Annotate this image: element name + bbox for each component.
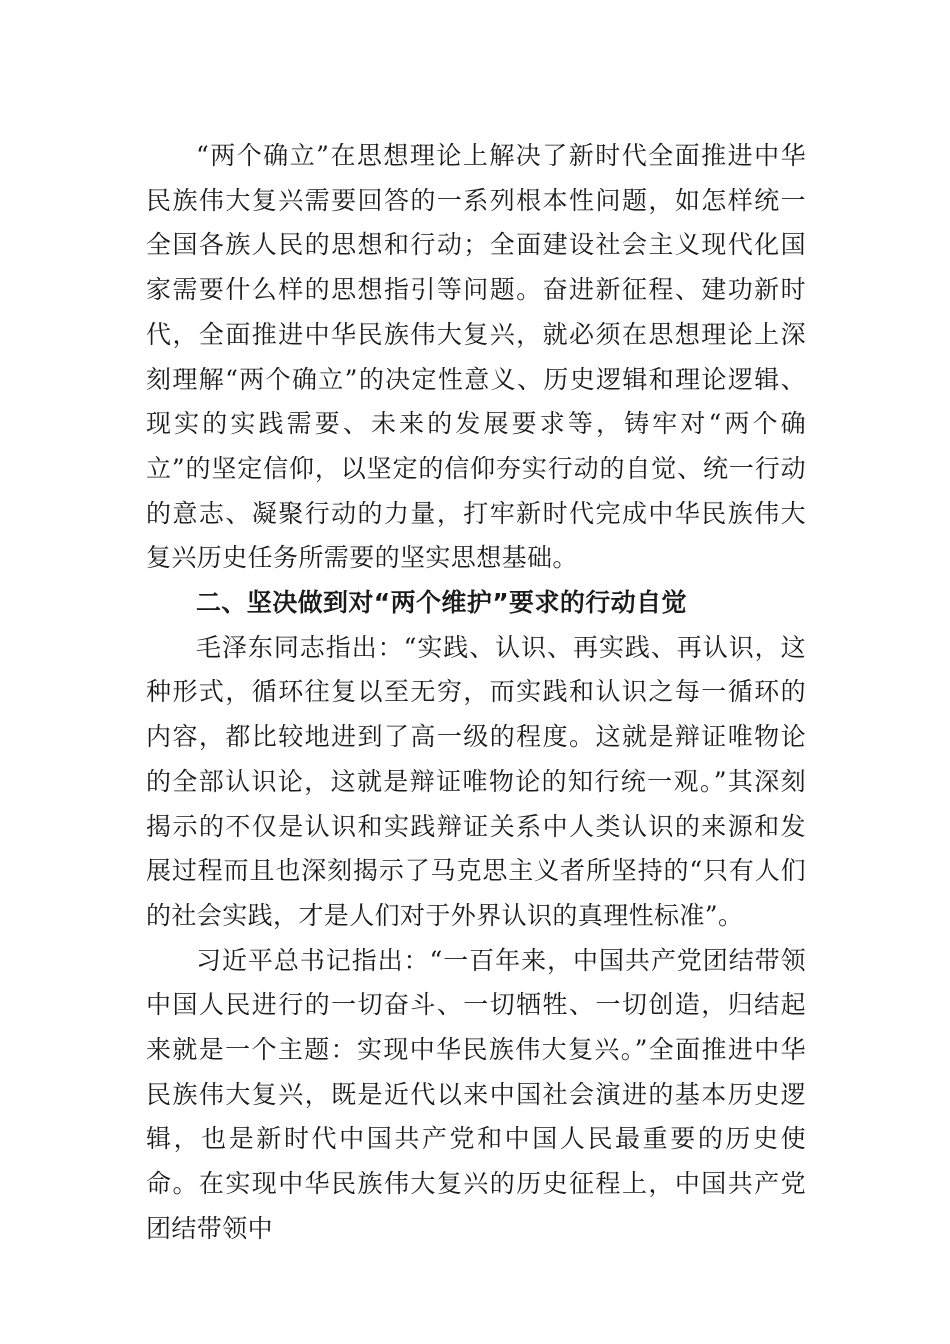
paragraph-two-establishments: “两个确立”在思想理论上解决了新时代全面推进中华民族伟大复兴需要回答的一系列根本性问题，如怎样统一全国各族人民的思想和行动；全面建设社会主义现代化国家需要什么样的思想指引等问题。奋进新征程、建功新时代，全面推进中华民族伟大复兴，就必须在思想理论上深刻理解“两个确立”的决定性意义、历史逻辑和理论逻辑、现实的实践需要、未来的发展要求等，铸牢对“两个确立”的坚定信仰，以坚定的信仰夯实行动的自觉、统一行动的意志、凝聚行动的力量，打牢新时代完成中华民族伟大复兴历史任务所需要的坚实思想基础。 xyxy=(146,141,806,573)
paragraph-mao-quote: 毛泽东同志指出：“实践、认识、再实践、再认识，这种形式，循环往复以至无穷，而实践和认识之每一循环的内容，都比较地进到了高一级的程度。这就是辩证唯物论的全部认识论，这就是辩证唯物论的知行统一观。”其深刻揭示的不仅是认识和实践辩证关系中人类认识的来源和发展过程而且也深刻揭示了马克思主义者所坚持的“只有人们的社会实践，才是人们对于外界认识的真理性标准”。 xyxy=(146,632,806,930)
section-heading-two-safeguards: 二、坚决做到对“两个维护”要求的行动自觉 xyxy=(196,588,687,618)
document-body xyxy=(146,134,806,1252)
paragraph-xi-quote: 习近平总书记指出：“一百年来，中国共产党团结带领中国人民进行的一切奋斗、一切牺牲、一切创造，归结起来就是一个主题：实现中华民族伟大复兴。”全面推进中华民族伟大复兴，既是近代以来中国社会演进的基本历史逻辑，也是新时代中国共产党和中国人民最重要的历史使命。在实现中华民族伟大复兴的历史征程上，中国共产党团结带领中 xyxy=(146,945,806,1243)
